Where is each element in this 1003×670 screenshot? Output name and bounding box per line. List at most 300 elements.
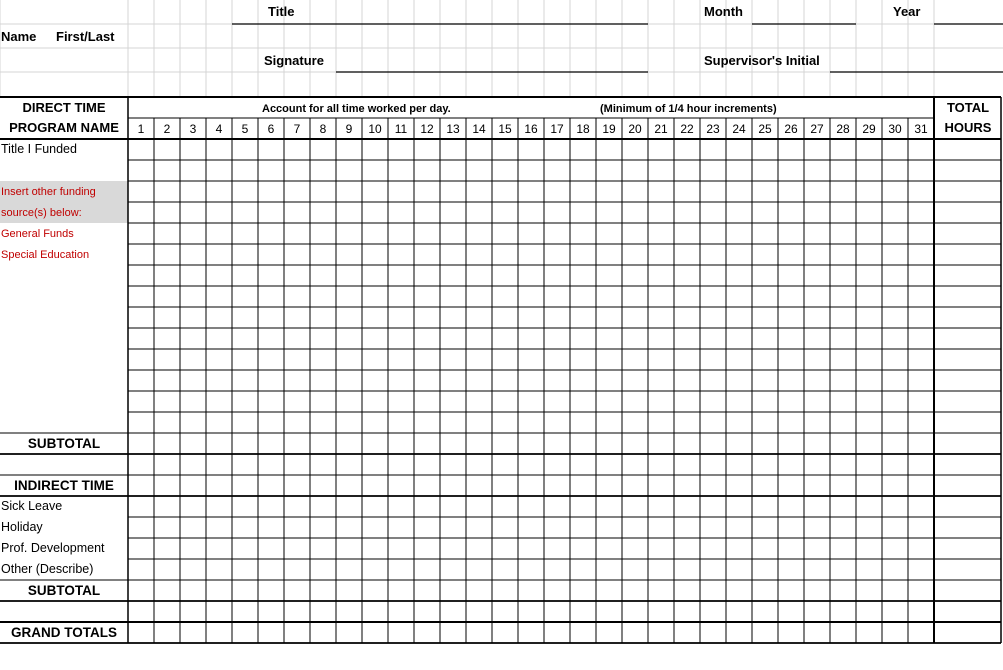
hour-cell[interactable] (856, 307, 882, 328)
hour-cell[interactable] (180, 244, 206, 265)
hour-cell[interactable] (570, 223, 596, 244)
hour-cell[interactable] (232, 265, 258, 286)
total-hours-cell[interactable] (934, 328, 1001, 349)
hour-cell[interactable] (778, 370, 804, 391)
hour-cell[interactable] (518, 601, 544, 622)
hour-cell[interactable] (232, 244, 258, 265)
hour-cell[interactable] (518, 580, 544, 601)
hour-cell[interactable] (258, 475, 284, 496)
hour-cell[interactable] (674, 265, 700, 286)
hour-cell[interactable] (908, 307, 934, 328)
hour-cell[interactable] (570, 349, 596, 370)
hour-cell[interactable] (362, 160, 388, 181)
hour-cell[interactable] (284, 328, 310, 349)
hour-cell[interactable] (674, 139, 700, 160)
hour-cell[interactable] (258, 454, 284, 475)
hour-cell[interactable] (258, 559, 284, 580)
hour-cell[interactable] (492, 328, 518, 349)
hour-cell[interactable] (258, 601, 284, 622)
hour-cell[interactable] (544, 601, 570, 622)
hour-cell[interactable] (518, 517, 544, 538)
hour-cell[interactable] (154, 349, 180, 370)
hour-cell[interactable] (596, 580, 622, 601)
hour-cell[interactable] (414, 223, 440, 244)
hour-cell[interactable] (388, 202, 414, 223)
hour-cell[interactable] (414, 559, 440, 580)
hour-cell[interactable] (284, 202, 310, 223)
total-hours-cell[interactable] (934, 370, 1001, 391)
hour-cell[interactable] (336, 223, 362, 244)
hour-cell[interactable] (180, 391, 206, 412)
hour-cell[interactable] (154, 307, 180, 328)
hour-cell[interactable] (674, 559, 700, 580)
hour-cell[interactable] (128, 517, 154, 538)
hour-cell[interactable] (570, 601, 596, 622)
hour-cell[interactable] (284, 181, 310, 202)
hour-cell[interactable] (362, 139, 388, 160)
hour-cell[interactable] (336, 538, 362, 559)
hour-cell[interactable] (856, 538, 882, 559)
hour-cell[interactable] (414, 601, 440, 622)
hour-cell[interactable] (466, 559, 492, 580)
hour-cell[interactable] (700, 454, 726, 475)
hour-cell[interactable] (492, 139, 518, 160)
hour-cell[interactable] (596, 139, 622, 160)
hour-cell[interactable] (258, 538, 284, 559)
hour-cell[interactable] (440, 370, 466, 391)
hour-cell[interactable] (258, 433, 284, 454)
hour-cell[interactable] (518, 181, 544, 202)
hour-cell[interactable] (440, 307, 466, 328)
hour-cell[interactable] (180, 454, 206, 475)
hour-cell[interactable] (258, 580, 284, 601)
hour-cell[interactable] (258, 370, 284, 391)
hour-cell[interactable] (388, 580, 414, 601)
hour-cell[interactable] (544, 517, 570, 538)
total-hours-cell[interactable] (934, 307, 1001, 328)
total-hours-cell[interactable] (934, 433, 1001, 454)
hour-cell[interactable] (310, 475, 336, 496)
hour-cell[interactable] (778, 433, 804, 454)
hour-cell[interactable] (128, 412, 154, 433)
hour-cell[interactable] (466, 370, 492, 391)
hour-cell[interactable] (570, 538, 596, 559)
hour-cell[interactable] (388, 328, 414, 349)
hour-cell[interactable] (414, 139, 440, 160)
hour-cell[interactable] (518, 370, 544, 391)
hour-cell[interactable] (362, 286, 388, 307)
hour-cell[interactable] (648, 580, 674, 601)
hour-cell[interactable] (466, 412, 492, 433)
hour-cell[interactable] (622, 349, 648, 370)
hour-cell[interactable] (232, 160, 258, 181)
hour-cell[interactable] (908, 475, 934, 496)
hour-cell[interactable] (648, 307, 674, 328)
hour-cell[interactable] (674, 328, 700, 349)
hour-cell[interactable] (700, 328, 726, 349)
hour-cell[interactable] (622, 496, 648, 517)
hour-cell[interactable] (596, 496, 622, 517)
hour-cell[interactable] (466, 286, 492, 307)
hour-cell[interactable] (232, 391, 258, 412)
hour-cell[interactable] (674, 433, 700, 454)
hour-cell[interactable] (336, 160, 362, 181)
hour-cell[interactable] (180, 328, 206, 349)
hour-cell[interactable] (570, 139, 596, 160)
hour-cell[interactable] (648, 160, 674, 181)
hour-cell[interactable] (804, 517, 830, 538)
hour-cell[interactable] (284, 601, 310, 622)
hour-cell[interactable] (544, 349, 570, 370)
hour-cell[interactable] (284, 265, 310, 286)
hour-cell[interactable] (362, 307, 388, 328)
hour-cell[interactable] (700, 412, 726, 433)
hour-cell[interactable] (856, 244, 882, 265)
hour-cell[interactable] (128, 202, 154, 223)
hour-cell[interactable] (154, 517, 180, 538)
hour-cell[interactable] (856, 454, 882, 475)
hour-cell[interactable] (856, 181, 882, 202)
hour-cell[interactable] (726, 454, 752, 475)
hour-cell[interactable] (544, 202, 570, 223)
hour-cell[interactable] (674, 349, 700, 370)
hour-cell[interactable] (206, 286, 232, 307)
hour-cell[interactable] (284, 349, 310, 370)
hour-cell[interactable] (206, 538, 232, 559)
hour-cell[interactable] (830, 601, 856, 622)
hour-cell[interactable] (440, 601, 466, 622)
total-hours-cell[interactable] (934, 349, 1001, 370)
hour-cell[interactable] (570, 454, 596, 475)
hour-cell[interactable] (518, 538, 544, 559)
hour-cell[interactable] (414, 454, 440, 475)
hour-cell[interactable] (752, 433, 778, 454)
hour-cell[interactable] (778, 265, 804, 286)
hour-cell[interactable] (674, 307, 700, 328)
hour-cell[interactable] (232, 496, 258, 517)
total-hours-cell[interactable] (934, 538, 1001, 559)
hour-cell[interactable] (674, 475, 700, 496)
hour-cell[interactable] (440, 223, 466, 244)
hour-cell[interactable] (232, 580, 258, 601)
hour-cell[interactable] (544, 307, 570, 328)
hour-cell[interactable] (830, 559, 856, 580)
hour-cell[interactable] (778, 517, 804, 538)
hour-cell[interactable] (310, 223, 336, 244)
hour-cell[interactable] (440, 475, 466, 496)
total-hours-cell[interactable] (934, 286, 1001, 307)
hour-cell[interactable] (440, 412, 466, 433)
hour-cell[interactable] (882, 202, 908, 223)
hour-cell[interactable] (856, 265, 882, 286)
hour-cell[interactable] (362, 223, 388, 244)
hour-cell[interactable] (544, 160, 570, 181)
hour-cell[interactable] (466, 475, 492, 496)
hour-cell[interactable] (206, 496, 232, 517)
hour-cell[interactable] (466, 139, 492, 160)
hour-cell[interactable] (726, 181, 752, 202)
hour-cell[interactable] (804, 559, 830, 580)
hour-cell[interactable] (154, 580, 180, 601)
hour-cell[interactable] (882, 181, 908, 202)
hour-cell[interactable] (622, 538, 648, 559)
hour-cell[interactable] (622, 328, 648, 349)
hour-cell[interactable] (414, 181, 440, 202)
hour-cell[interactable] (258, 328, 284, 349)
hour-cell[interactable] (310, 181, 336, 202)
hour-cell[interactable] (440, 433, 466, 454)
hour-cell[interactable] (752, 286, 778, 307)
hour-cell[interactable] (830, 622, 856, 643)
hour-cell[interactable] (674, 202, 700, 223)
hour-cell[interactable] (284, 454, 310, 475)
hour-cell[interactable] (882, 160, 908, 181)
hour-cell[interactable] (700, 202, 726, 223)
hour-cell[interactable] (336, 328, 362, 349)
hour-cell[interactable] (388, 433, 414, 454)
hour-cell[interactable] (726, 160, 752, 181)
hour-cell[interactable] (778, 454, 804, 475)
hour-cell[interactable] (414, 286, 440, 307)
hour-cell[interactable] (726, 328, 752, 349)
hour-cell[interactable] (830, 538, 856, 559)
hour-cell[interactable] (726, 559, 752, 580)
hour-cell[interactable] (310, 286, 336, 307)
hour-cell[interactable] (908, 349, 934, 370)
hour-cell[interactable] (388, 160, 414, 181)
hour-cell[interactable] (648, 286, 674, 307)
hour-cell[interactable] (232, 454, 258, 475)
hour-cell[interactable] (778, 286, 804, 307)
hour-cell[interactable] (856, 202, 882, 223)
hour-cell[interactable] (466, 244, 492, 265)
hour-cell[interactable] (154, 475, 180, 496)
hour-cell[interactable] (180, 475, 206, 496)
hour-cell[interactable] (830, 223, 856, 244)
hour-cell[interactable] (414, 307, 440, 328)
hour-cell[interactable] (284, 286, 310, 307)
hour-cell[interactable] (726, 223, 752, 244)
hour-cell[interactable] (466, 433, 492, 454)
hour-cell[interactable] (804, 433, 830, 454)
hour-cell[interactable] (830, 517, 856, 538)
hour-cell[interactable] (206, 370, 232, 391)
hour-cell[interactable] (752, 622, 778, 643)
hour-cell[interactable] (856, 391, 882, 412)
hour-cell[interactable] (648, 349, 674, 370)
hour-cell[interactable] (648, 433, 674, 454)
hour-cell[interactable] (726, 370, 752, 391)
hour-cell[interactable] (778, 496, 804, 517)
hour-cell[interactable] (726, 538, 752, 559)
hour-cell[interactable] (804, 139, 830, 160)
hour-cell[interactable] (310, 370, 336, 391)
hour-cell[interactable] (700, 139, 726, 160)
hour-cell[interactable] (830, 391, 856, 412)
hour-cell[interactable] (128, 496, 154, 517)
hour-cell[interactable] (570, 181, 596, 202)
hour-cell[interactable] (570, 328, 596, 349)
hour-cell[interactable] (336, 370, 362, 391)
hour-cell[interactable] (570, 517, 596, 538)
month-field[interactable] (752, 2, 856, 24)
hour-cell[interactable] (544, 328, 570, 349)
hour-cell[interactable] (310, 412, 336, 433)
hour-cell[interactable] (232, 622, 258, 643)
hour-cell[interactable] (466, 265, 492, 286)
hour-cell[interactable] (908, 265, 934, 286)
hour-cell[interactable] (674, 601, 700, 622)
hour-cell[interactable] (180, 559, 206, 580)
hour-cell[interactable] (596, 412, 622, 433)
hour-cell[interactable] (362, 328, 388, 349)
hour-cell[interactable] (388, 181, 414, 202)
hour-cell[interactable] (440, 244, 466, 265)
hour-cell[interactable] (544, 223, 570, 244)
hour-cell[interactable] (804, 622, 830, 643)
total-hours-cell[interactable] (934, 391, 1001, 412)
hour-cell[interactable] (362, 580, 388, 601)
hour-cell[interactable] (648, 622, 674, 643)
hour-cell[interactable] (310, 328, 336, 349)
hour-cell[interactable] (206, 433, 232, 454)
hour-cell[interactable] (596, 328, 622, 349)
hour-cell[interactable] (908, 328, 934, 349)
hour-cell[interactable] (570, 286, 596, 307)
hour-cell[interactable] (362, 622, 388, 643)
hour-cell[interactable] (440, 391, 466, 412)
hour-cell[interactable] (804, 412, 830, 433)
hour-cell[interactable] (440, 181, 466, 202)
hour-cell[interactable] (648, 454, 674, 475)
hour-cell[interactable] (154, 622, 180, 643)
hour-cell[interactable] (336, 202, 362, 223)
hour-cell[interactable] (856, 517, 882, 538)
hour-cell[interactable] (882, 223, 908, 244)
hour-cell[interactable] (310, 538, 336, 559)
hour-cell[interactable] (882, 622, 908, 643)
hour-cell[interactable] (154, 223, 180, 244)
hour-cell[interactable] (154, 328, 180, 349)
hour-cell[interactable] (492, 307, 518, 328)
hour-cell[interactable] (388, 349, 414, 370)
hour-cell[interactable] (830, 139, 856, 160)
hour-cell[interactable] (804, 307, 830, 328)
hour-cell[interactable] (648, 391, 674, 412)
hour-cell[interactable] (752, 139, 778, 160)
hour-cell[interactable] (856, 286, 882, 307)
total-hours-cell[interactable] (934, 244, 1001, 265)
hour-cell[interactable] (128, 580, 154, 601)
hour-cell[interactable] (414, 580, 440, 601)
hour-cell[interactable] (674, 286, 700, 307)
hour-cell[interactable] (362, 559, 388, 580)
hour-cell[interactable] (232, 139, 258, 160)
hour-cell[interactable] (310, 139, 336, 160)
hour-cell[interactable] (466, 601, 492, 622)
hour-cell[interactable] (466, 307, 492, 328)
hour-cell[interactable] (830, 496, 856, 517)
hour-cell[interactable] (414, 517, 440, 538)
hour-cell[interactable] (492, 202, 518, 223)
hour-cell[interactable] (622, 475, 648, 496)
hour-cell[interactable] (830, 580, 856, 601)
hour-cell[interactable] (258, 265, 284, 286)
hour-cell[interactable] (908, 286, 934, 307)
hour-cell[interactable] (778, 601, 804, 622)
hour-cell[interactable] (206, 349, 232, 370)
hour-cell[interactable] (206, 622, 232, 643)
hour-cell[interactable] (310, 244, 336, 265)
hour-cell[interactable] (648, 181, 674, 202)
hour-cell[interactable] (362, 517, 388, 538)
hour-cell[interactable] (700, 181, 726, 202)
hour-cell[interactable] (440, 349, 466, 370)
hour-cell[interactable] (154, 496, 180, 517)
hour-cell[interactable] (518, 433, 544, 454)
hour-cell[interactable] (570, 265, 596, 286)
hour-cell[interactable] (544, 139, 570, 160)
hour-cell[interactable] (908, 622, 934, 643)
hour-cell[interactable] (726, 580, 752, 601)
hour-cell[interactable] (310, 454, 336, 475)
hour-cell[interactable] (544, 244, 570, 265)
hour-cell[interactable] (492, 559, 518, 580)
hour-cell[interactable] (128, 538, 154, 559)
hour-cell[interactable] (804, 538, 830, 559)
hour-cell[interactable] (206, 517, 232, 538)
hour-cell[interactable] (700, 160, 726, 181)
hour-cell[interactable] (466, 202, 492, 223)
hour-cell[interactable] (362, 496, 388, 517)
hour-cell[interactable] (492, 370, 518, 391)
hour-cell[interactable] (258, 391, 284, 412)
hour-cell[interactable] (908, 160, 934, 181)
hour-cell[interactable] (258, 181, 284, 202)
hour-cell[interactable] (856, 370, 882, 391)
hour-cell[interactable] (258, 307, 284, 328)
hour-cell[interactable] (700, 496, 726, 517)
hour-cell[interactable] (388, 139, 414, 160)
hour-cell[interactable] (544, 433, 570, 454)
hour-cell[interactable] (492, 244, 518, 265)
hour-cell[interactable] (206, 139, 232, 160)
hour-cell[interactable] (674, 496, 700, 517)
hour-cell[interactable] (154, 265, 180, 286)
hour-cell[interactable] (206, 475, 232, 496)
hour-cell[interactable] (882, 244, 908, 265)
hour-cell[interactable] (908, 601, 934, 622)
hour-cell[interactable] (232, 433, 258, 454)
total-hours-cell[interactable] (934, 223, 1001, 244)
hour-cell[interactable] (206, 244, 232, 265)
hour-cell[interactable] (518, 475, 544, 496)
hour-cell[interactable] (232, 202, 258, 223)
hour-cell[interactable] (128, 265, 154, 286)
hour-cell[interactable] (726, 286, 752, 307)
hour-cell[interactable] (466, 496, 492, 517)
hour-cell[interactable] (856, 328, 882, 349)
hour-cell[interactable] (570, 370, 596, 391)
hour-cell[interactable] (622, 517, 648, 538)
hour-cell[interactable] (336, 181, 362, 202)
hour-cell[interactable] (856, 349, 882, 370)
hour-cell[interactable] (648, 202, 674, 223)
hour-cell[interactable] (336, 244, 362, 265)
hour-cell[interactable] (726, 433, 752, 454)
hour-cell[interactable] (804, 181, 830, 202)
hour-cell[interactable] (466, 517, 492, 538)
